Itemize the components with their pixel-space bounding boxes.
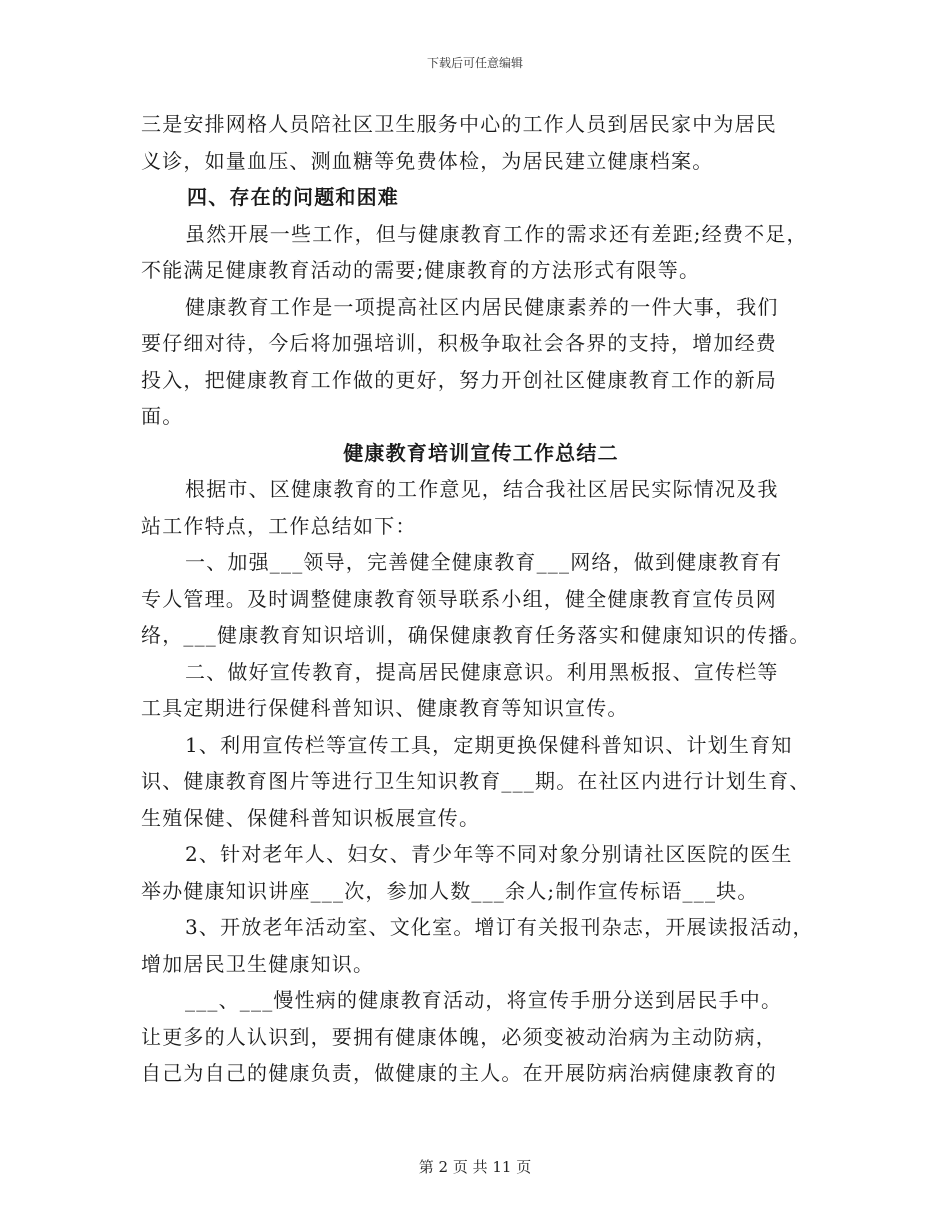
body-line: 虽然开展一些工作，但与健康教育工作的需求还有差距;经费不足， [185, 221, 808, 246]
body-line: 站工作特点，工作总结如下： [141, 513, 417, 538]
body-line: ___、___慢性病的健康教育活动，将宣传手册分送到居民手中。 [185, 988, 783, 1012]
section-heading: 四、存在的问题和困难 [187, 185, 399, 209]
body-line: 1、利用宣传栏等宣传工具，定期更换保健科普知识、计划生育知 [185, 732, 793, 757]
body-line: 义诊，如量血压、测血糖等免费体检，为居民建立健康档案。 [141, 148, 714, 173]
body-line: 一、加强___领导，完善健全健康教育___网络，做到健康教育有 [185, 550, 783, 574]
body-line: 专人管理。及时调整健康教育领导联系小组，健全健康教育宣传员网 [141, 586, 777, 611]
body-line: 举办健康知识讲座___次，参加人数___余人;制作宣传标语___块。 [141, 878, 759, 903]
body-line: 3、开放老年活动室、文化室。增订有关报刊杂志，开展读报活动， [185, 915, 814, 939]
body-line: 二、做好宣传教育，提高居民健康意识。利用黑板报、宣传栏等 [185, 659, 779, 684]
body-line: 识、健康教育图片等进行卫生知识教育___期。在社区内进行计划生育、 [141, 769, 811, 793]
body-line: 2、针对老年人、妇女、青少年等不同对象分别请社区医院的医生 [185, 842, 793, 866]
body-line: 三是安排网格人员陪社区卫生服务中心的工作人员到居民家中为居民 [141, 112, 777, 136]
page-number: 第 2 页 共 11 页 [418, 1158, 532, 1176]
body-line: 面。 [141, 404, 184, 428]
body-line: 不能满足健康教育活动的需要;健康教育的方法形式有限等。 [141, 258, 701, 282]
body-line: 工具定期进行保健科普知识、健康教育等知识宣传。 [141, 696, 629, 720]
body-line: 投入，把健康教育工作做的更好，努力开创社区健康教育工作的新局 [141, 367, 777, 392]
body-line: 自己为自己的健康负责，做健康的主人。在开展防病治病健康教育的 [141, 1061, 777, 1085]
body-line: 健康教育工作是一项提高社区内居民健康素养的一件大事，我们 [185, 294, 779, 319]
body-line: 增加居民卫生健康知识。 [141, 951, 375, 976]
body-line: 络，___健康教育知识培训，确保健康教育任务落实和健康知识的传播。 [141, 623, 811, 647]
body-line: 生殖保健、保健科普知识板展宣传。 [141, 805, 481, 830]
header-note: 下载后可任意编辑 [426, 56, 523, 70]
body-line: 根据市、区健康教育的工作意见，结合我社区居民实际情况及我 [185, 477, 779, 501]
section-title: 健康教育培训宣传工作总结二 [343, 440, 619, 465]
document-body [141, 106, 821, 1092]
body-line: 让更多的人认识到，要拥有健康体魄，必须变被动治病为主动防病， [141, 1024, 777, 1049]
body-line: 要仔细对待，今后将加强培训，积极争取社会各界的支持，增加经费 [141, 331, 777, 355]
